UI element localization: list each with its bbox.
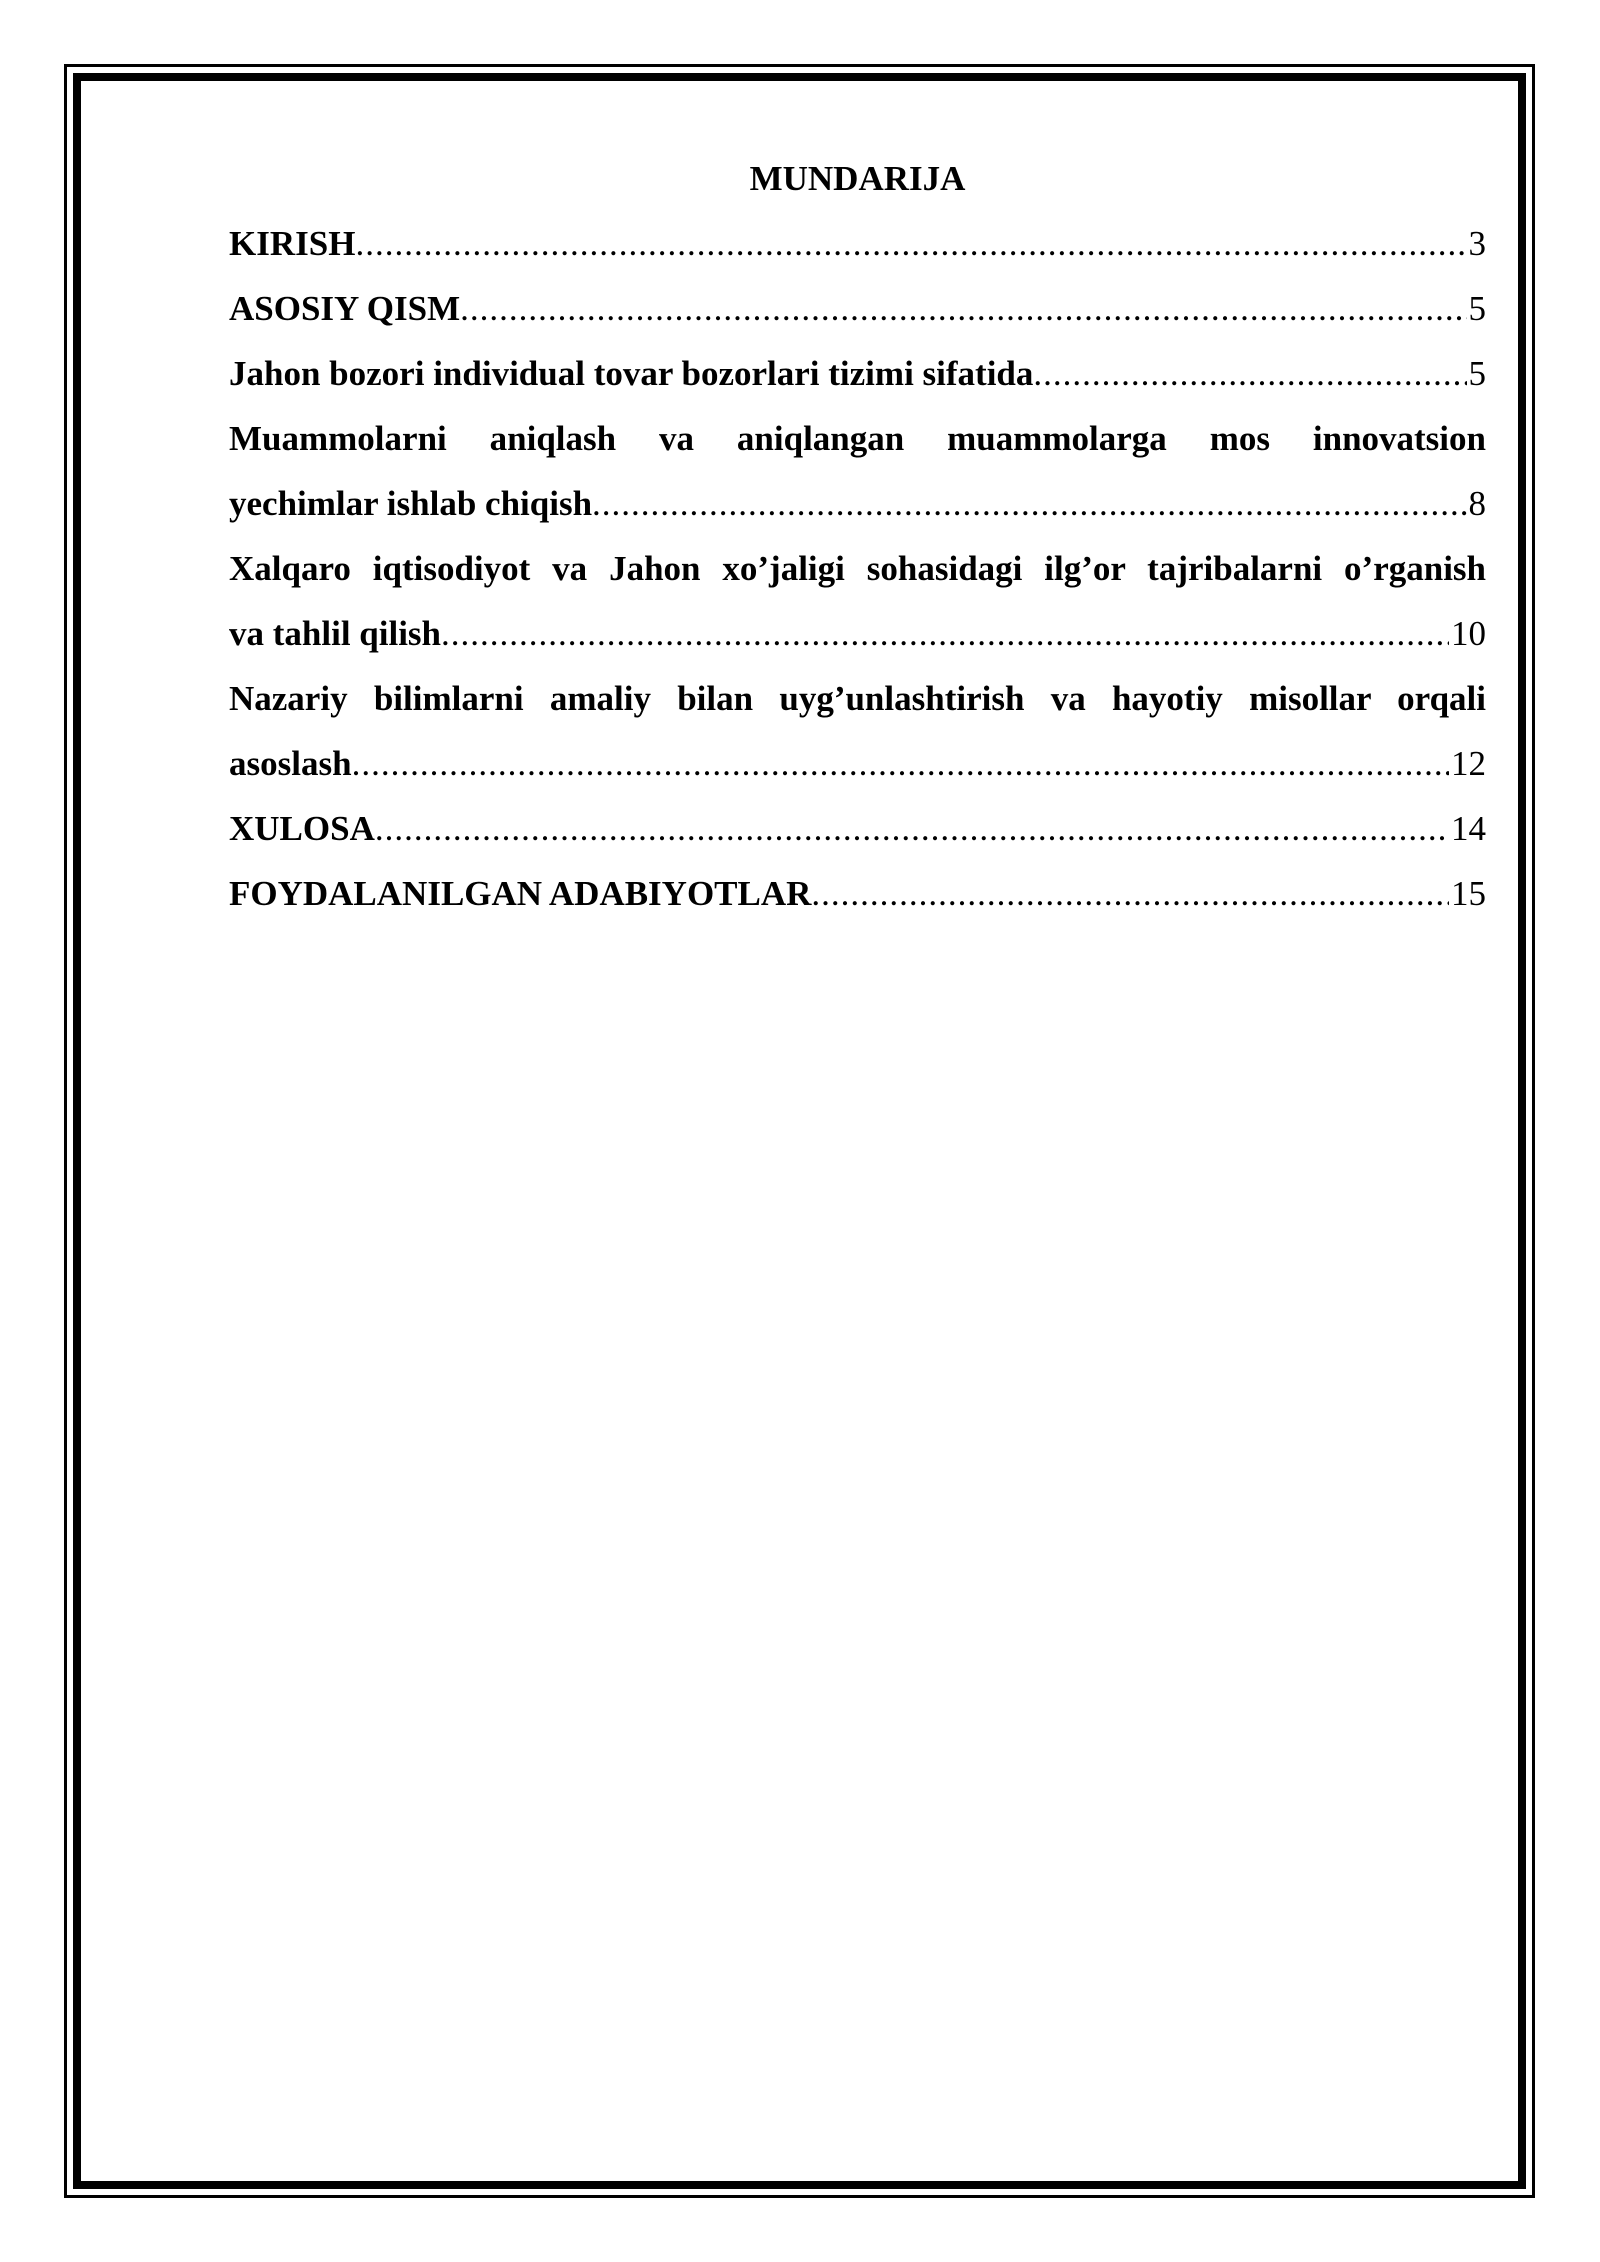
toc-entry[interactable]	[229, 406, 1486, 536]
dot-leader	[811, 861, 1449, 926]
toc-entry-title-line-2: va tahlil qilish	[229, 614, 442, 653]
toc-entry[interactable]	[229, 341, 1486, 406]
toc-entry[interactable]	[229, 536, 1486, 666]
toc-list	[229, 211, 1486, 926]
dot-leader	[1033, 341, 1466, 406]
toc-entry-title: Jahon bozori individual tovar bozorlari tizimi sifatida	[229, 354, 1034, 393]
dot-leader	[375, 796, 1449, 861]
toc-entry-title-line-1: Xalqaro iqtisodiyot va Jahon xo’jaligi sohasidagi ilg’or tajribalarni o’rganish	[229, 549, 1486, 588]
toc-entry[interactable]	[229, 861, 1486, 926]
dot-leader	[460, 276, 1466, 341]
toc-entry-title: ASOSIY QISM	[229, 289, 461, 328]
dot-leader	[592, 471, 1466, 536]
toc-page-number: 8	[1468, 484, 1486, 523]
toc-entry-title: XULOSA	[229, 809, 375, 848]
toc-page-number: 12	[1451, 744, 1486, 783]
dot-leader	[441, 601, 1449, 666]
toc-page-number: 10	[1451, 614, 1486, 653]
toc-page-number: 5	[1468, 354, 1486, 393]
toc-entry-title-line-1: Muammolarni aniqlash va aniqlangan muammolarga mos innovatsion	[229, 419, 1486, 458]
toc-entry[interactable]	[229, 666, 1486, 796]
table-of-contents	[229, 146, 1486, 926]
toc-entry-title-line-1: Nazariy bilimlarni amaliy bilan uyg’unlashtirish va hayotiy misollar orqali	[229, 679, 1486, 718]
toc-entry-title-line-2: asoslash	[229, 744, 352, 783]
toc-entry-title: FOYDALANILGAN ADABIYOTLAR	[229, 874, 812, 913]
toc-entry[interactable]	[229, 211, 1486, 276]
dot-leader	[355, 211, 1466, 276]
toc-entry[interactable]	[229, 276, 1486, 341]
toc-page-number: 15	[1451, 874, 1486, 913]
toc-page-number: 14	[1451, 809, 1486, 848]
toc-page-number: 5	[1468, 289, 1486, 328]
toc-entry-title-line-2: yechimlar ishlab chiqish	[229, 484, 593, 523]
toc-title: MUNDARIJA	[749, 159, 966, 198]
toc-entry[interactable]	[229, 796, 1486, 861]
toc-entry-title: KIRISH	[229, 224, 356, 263]
toc-page-number: 3	[1468, 224, 1486, 263]
dot-leader	[352, 731, 1449, 796]
